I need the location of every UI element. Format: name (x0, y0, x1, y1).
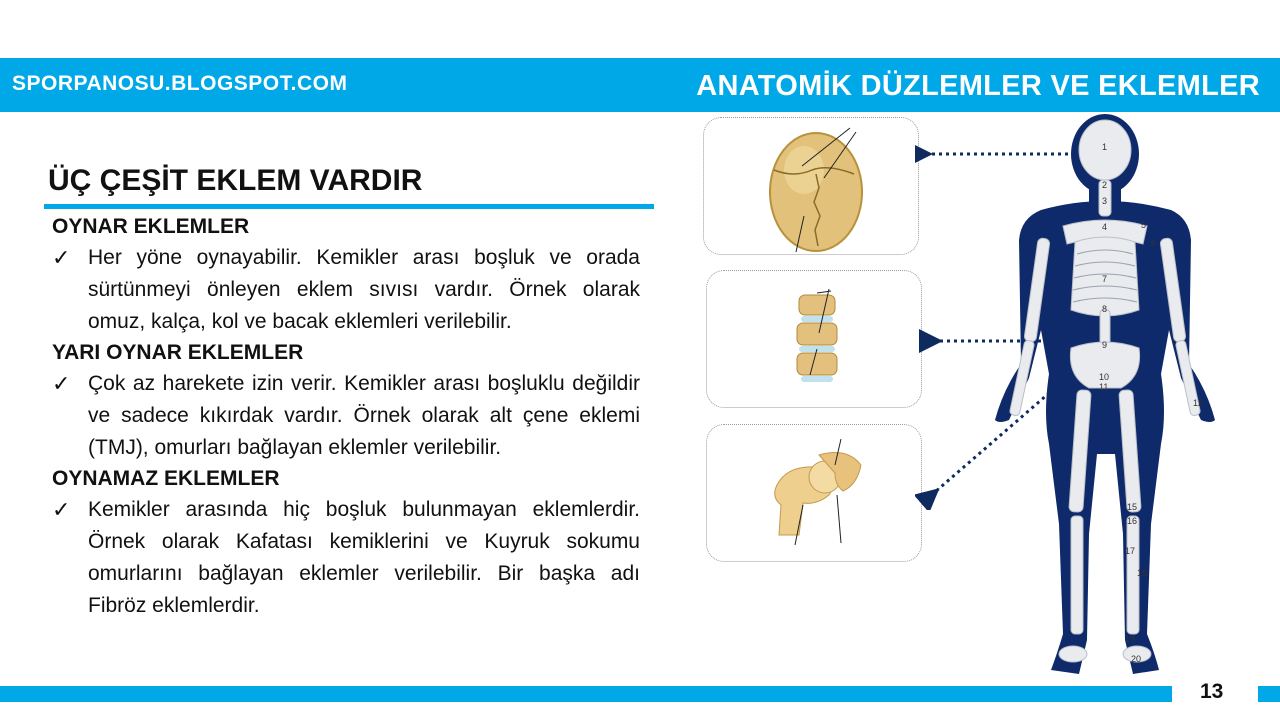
skeleton-label: 20 (1131, 654, 1142, 664)
skeleton-label: 19 (1125, 634, 1136, 644)
bullet-text: Kemikler arasında hiç boşluk bulunmayan eklemlerdir. Örnek olarak Kafatası kemiklerini ve Kuyruk sokumu omurlarını bağlayan eklemler verilebilir. Bir başka adı Fibröz eklemlerdir. (88, 498, 640, 617)
skeleton-label: 16 (1127, 516, 1138, 526)
skeleton-label: 18 (1137, 568, 1148, 578)
section-title: OYNAMAZ EKLEMLER (52, 467, 280, 490)
bullet-item (52, 494, 640, 622)
skeleton-label: 2 (1102, 180, 1108, 190)
skull-suture-image (703, 117, 919, 255)
skeleton-label: 3 (1102, 196, 1108, 206)
page-heading: ÜÇ ÇEŞİT EKLEM VARDIR (48, 164, 423, 197)
bullet-item (52, 242, 640, 338)
footer-bar-end (1258, 686, 1280, 702)
skeleton-label: 6 (1151, 238, 1157, 248)
human-skeleton-figure (975, 114, 1255, 686)
footer-bar (0, 686, 1172, 702)
heading-underline (44, 204, 654, 209)
section-oynamaz (52, 464, 640, 622)
joint-types-list (52, 212, 640, 622)
section-yari-oynar (52, 338, 640, 464)
skeleton-label: 1 (1102, 142, 1108, 152)
bullet-text: Her yöne oynayabilir. Kemikler arası boşluk ve orada sürtünmeyi önleyen eklem sıvısı vardır. Örnek olarak omuz, kalça, kol ve bacak eklemleri verilebilir. (88, 246, 640, 333)
skeleton-label: 11 (1099, 382, 1109, 392)
bullet-text: Çok az harekete izin verir. Kemikler arası boşluklu değildir ve sadece kıkırdak vardır. Örnek olarak alt çene eklemi (TMJ), omurları bağlayan eklemler verilebilir. (88, 372, 640, 459)
skeleton-label: 4 (1102, 222, 1108, 232)
skeleton-label: 8 (1102, 304, 1108, 314)
skeleton-label: 15 (1127, 502, 1138, 512)
skeleton-label: 17 (1125, 546, 1136, 556)
skeleton-label: 5 (1141, 220, 1147, 230)
section-oynar (52, 212, 640, 338)
skeleton-label: 10 (1099, 372, 1110, 382)
bullet-item (52, 368, 640, 464)
skeleton-label: 9 (1102, 340, 1108, 350)
skeleton-label: 7 (1102, 274, 1108, 284)
section-title: OYNAR EKLEMLER (52, 215, 250, 238)
slide-title: ANATOMİK DÜZLEMLER VE EKLEMLER (696, 70, 1260, 102)
header-bar (0, 58, 1280, 112)
section-title: YARI OYNAR EKLEMLER (52, 341, 304, 364)
checkmark-icon: ✓ (52, 497, 71, 522)
hip-joint-image (706, 424, 922, 562)
page-number: 13 (1200, 680, 1224, 703)
site-url: SPORPANOSU.BLOGSPOT.COM (12, 72, 348, 95)
checkmark-icon: ✓ (52, 371, 71, 396)
checkmark-icon: ✓ (52, 245, 71, 270)
vertebrae-image (706, 270, 922, 408)
skeleton-label: 12 (1193, 398, 1204, 408)
